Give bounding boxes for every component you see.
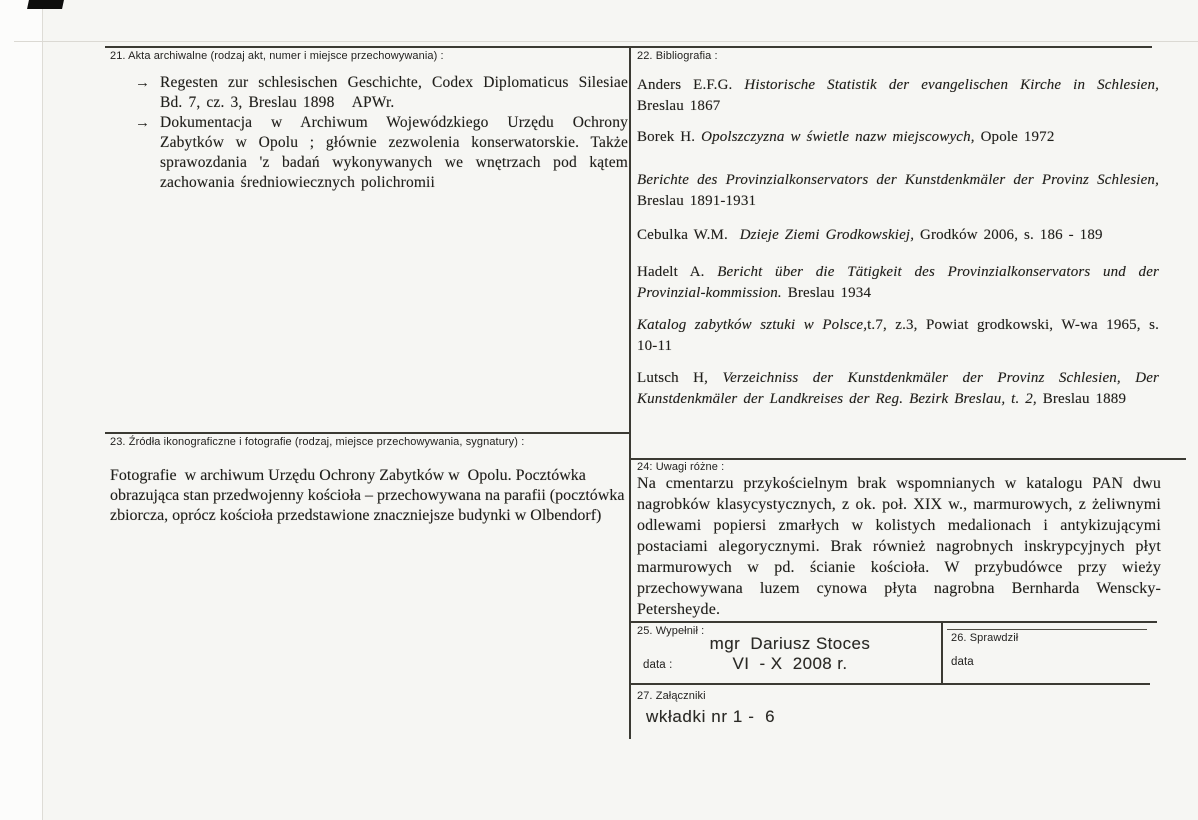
section-25-26-divider xyxy=(941,621,943,685)
section-25-data-label: data : xyxy=(643,659,673,671)
section-24-top-border xyxy=(630,458,1186,460)
arrow-bullet-icon: → xyxy=(135,114,150,131)
arrow-bullet-icon: → xyxy=(135,74,150,91)
section-23-top-border xyxy=(105,432,630,434)
section-27-value: wkładki nr 1 - 6 xyxy=(646,707,776,726)
bibliography-text: Cebulka W.M. xyxy=(637,227,740,243)
bibliography-text: Breslau 1867 xyxy=(637,98,721,114)
bibliography-title-italic: Bericht über die Tätigkeit des Provinzialkonservators und der Provinzial-kommission. xyxy=(637,264,1159,301)
section-21-label: 21. Akta archiwalne (rodzaj akt, numer i miejsce przechowywania) : xyxy=(110,50,444,62)
bibliography-entry-5 xyxy=(637,262,1159,304)
section-22-label: 22. Bibliografia : xyxy=(637,50,718,62)
section-25-label: 25. Wypełnił : xyxy=(637,625,705,637)
section-25-filled-name: mgr Dariusz Stoces xyxy=(709,634,871,653)
bibliography-title-italic: Historische Statistik der evangelischen Kirche in Schlesien, xyxy=(744,77,1159,93)
bibliography-entry-2 xyxy=(637,127,1159,148)
bibliography-text: Opole 1972 xyxy=(974,129,1055,145)
section-25-bottom-border xyxy=(630,683,1150,685)
bibliography-text: t.7, z.3, Powiat grodkowski, W-wa 1965, s. 10-11 xyxy=(637,317,1159,354)
bibliography-text: Hadelt A. xyxy=(637,264,718,280)
bibliography-entry-6 xyxy=(637,315,1159,357)
bibliography-title-italic: Dzieje Ziemi Grodkowskiej, xyxy=(739,227,915,243)
bibliography-title-italic: Opolszczyzna w świetle nazw miejscowych, xyxy=(701,129,975,145)
section-23-label: 23. Źródła ikonograficzne i fotografie (rodzaj, miejsce przechowywania, sygnatury) : xyxy=(110,436,525,448)
table-center-divider xyxy=(629,46,631,739)
section-23-text: Fotografie w archiwum Urzędu Ochrony Zabytków w Opolu. Pocztówka obrazująca stan przedwojenny kościoła – przechowywana na parafii (pocztówka zbiorcza, oprócz kościoła przedstawione znaczniejsze budynki w Olbendorf) xyxy=(110,467,625,524)
section-26-top-border xyxy=(947,629,1147,630)
bibliography-entry-1 xyxy=(637,75,1159,117)
bibliography-text: Breslau 1889 xyxy=(1036,391,1127,407)
section-21-list xyxy=(135,73,628,193)
section-24-text: Na cmentarzu przykościelnym brak wspomnianych w katalogu PAN dwu nagrobków klasycystycznych, z ok. poł. XIX w., marmurowych, z żeliwnymi odlewami popiersi zmarłych w kolistych medalionach i antykizującymi postaciami alegorycznymi. Brak również nagrobnych inskrypcyjnych płyt marmurowych w pd. ścianie kościoła. W przybudówce przy wieży przechowywana luzem cynowa płyta nagrobna Bernharda Wenscky-Petersheyde. xyxy=(637,475,1161,618)
scan-vertical-crease xyxy=(42,0,43,820)
archival-record-text: Regesten zur schlesischen Geschichte, Codex Diplomaticus Silesiae Bd. 7, cz. 3, Breslau 1898 APWr. xyxy=(160,74,628,111)
scan-horizontal-crease xyxy=(14,41,1198,42)
section-25-top-border xyxy=(630,621,1157,623)
bibliography-text: Lutsch H, xyxy=(637,370,723,386)
section-25-filled-date: VI - X 2008 r. xyxy=(732,654,848,673)
bibliography-text: Grodków 2006, s. 186 - 189 xyxy=(914,227,1103,243)
section-26-label: 26. Sprawdził xyxy=(951,632,1019,644)
bibliography-text: Borek H. xyxy=(637,129,702,145)
bibliography-title-italic: Katalog zabytków sztuki w Polsce, xyxy=(637,317,868,333)
section-27-label: 27. Załączniki xyxy=(637,690,706,702)
scan-left-edge xyxy=(0,0,42,820)
bibliography-title-italic: Verzeichniss der Kunstdenkmäler der Provinz Schlesien, Der Kunstdenkmäler der Landkreises der Reg. Bezirk Breslau, t. 2, xyxy=(637,370,1159,407)
archival-record-item-2 xyxy=(135,113,628,193)
bibliography-text: Breslau 1934 xyxy=(781,285,872,301)
archival-record-item-1 xyxy=(135,73,628,113)
archival-record-text: Dokumentacja w Archiwum Wojewódzkiego Urzędu Ochrony Zabytków w Opolu ; głównie zezwolenia konserwatorskie. Także sprawozdania 'z badań wykonywanych we wnętrzach pod kątem zachowania średniowiecznych polichromii xyxy=(160,114,628,191)
section-26-data-label: data xyxy=(951,656,974,668)
section-24-label: 24: Uwagi różne : xyxy=(637,461,725,473)
scan-black-corner-mark xyxy=(27,0,64,9)
bibliography-entry-7 xyxy=(637,368,1159,410)
bibliography-entry-4 xyxy=(637,225,1159,246)
bibliography-entry-3 xyxy=(637,170,1159,212)
bibliography-text: Breslau 1891-1931 xyxy=(637,193,757,209)
bibliography-title-italic: Berichte des Provinzialkonservators der Kunstdenkmäler der Provinz Schlesien, xyxy=(637,172,1159,188)
bibliography-text: Anders E.F.G. xyxy=(637,77,745,93)
section-22-bibliography xyxy=(637,50,1159,450)
